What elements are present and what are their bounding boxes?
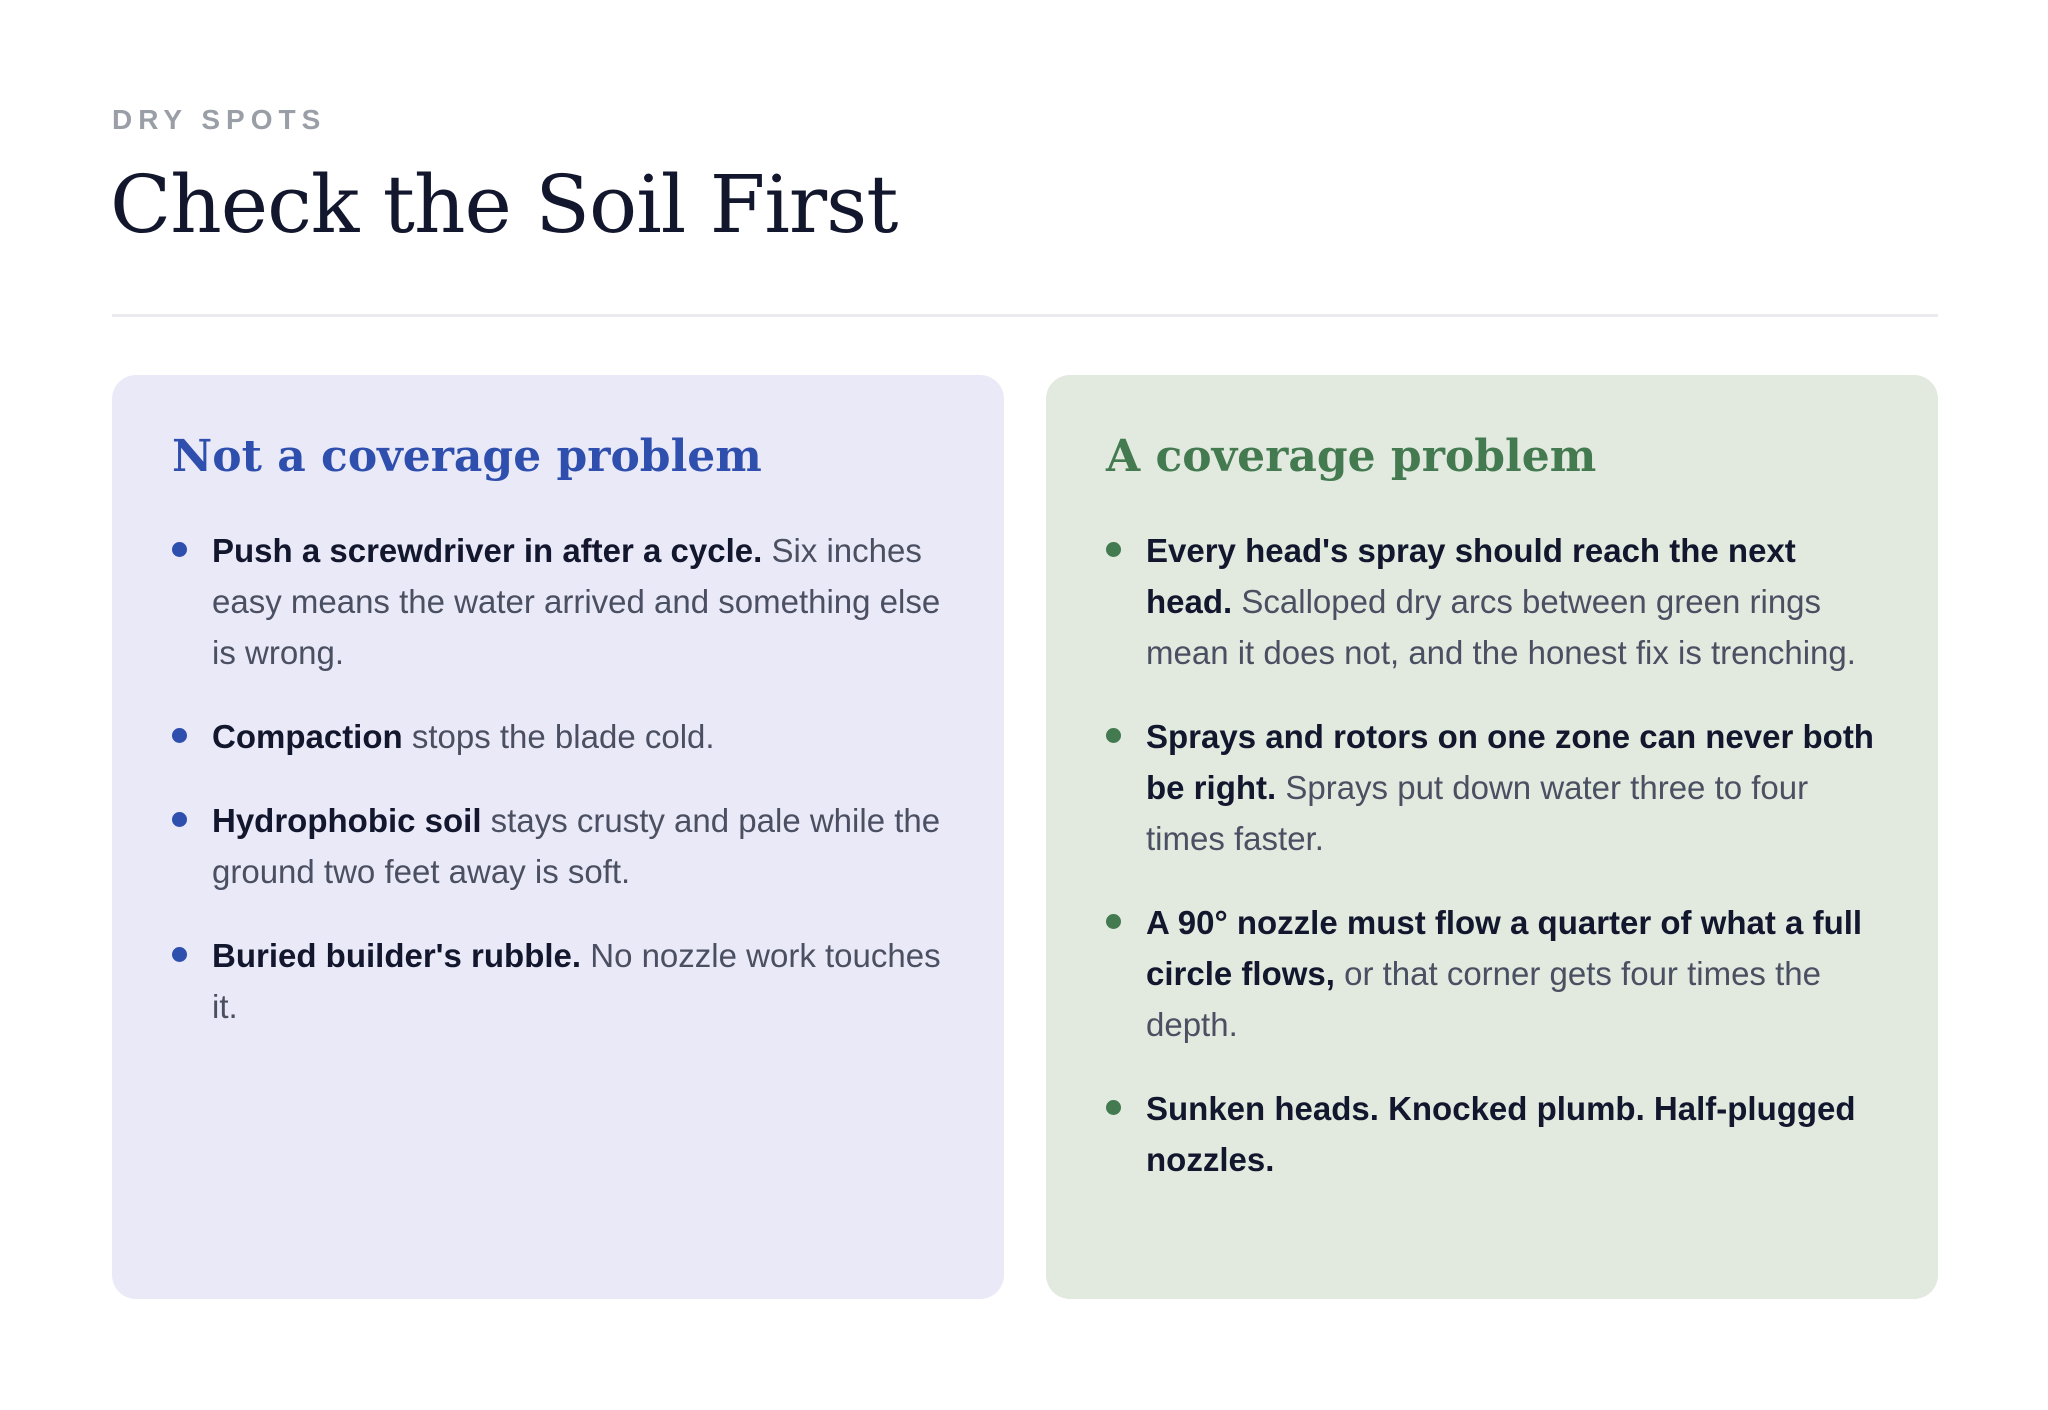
coverage-card (1046, 375, 1938, 1299)
not-coverage-card (112, 375, 1004, 1299)
item-text: stays crusty and pale while the ground two feet away is soft. (212, 802, 941, 890)
list-item (1106, 1083, 1880, 1185)
bullet-dot-icon (1106, 542, 1121, 557)
item-bold: Hydrophobic soil (212, 802, 482, 839)
item-bold: Buried builder's rubble. (212, 937, 582, 974)
bullet-list (172, 525, 946, 1032)
item-bold: Every head's spray should reach the next head. (1146, 532, 1796, 620)
item-bold: Compaction (212, 718, 403, 755)
card-heading: Not a coverage problem (172, 431, 762, 482)
item-text: No nozzle work touches it. (212, 937, 941, 1025)
list-item (172, 711, 946, 762)
bullet-dot-icon (172, 947, 187, 962)
bullet-list (1106, 525, 1880, 1185)
bullet-dot-icon (172, 812, 187, 827)
bullet-dot-icon (172, 728, 187, 743)
list-item (172, 930, 946, 1032)
list-item (172, 795, 946, 897)
item-bold: A 90° nozzle must flow a quarter of what a full circle flows, (1146, 904, 1863, 992)
item-text: stops the blade cold. (402, 718, 715, 755)
item-bold: Sunken heads. Knocked plumb. Half-plugged nozzles. (1146, 1090, 1856, 1178)
item-text: or that corner gets four times the depth. (1146, 955, 1821, 1043)
item-bold: Sprays and rotors on one zone can never both be right. (1146, 718, 1874, 806)
item-text: Scalloped dry arcs between green rings mean it does not, and the honest fix is trenching. (1146, 583, 1856, 671)
list-item (1106, 897, 1880, 1050)
card-heading: A coverage problem (1106, 431, 1597, 482)
bullet-dot-icon (1106, 1100, 1121, 1115)
bullet-dot-icon (1106, 914, 1121, 929)
bullet-dot-icon (172, 542, 187, 557)
page-title: Check the Soil First (110, 158, 898, 251)
bullet-dot-icon (1106, 728, 1121, 743)
list-item (172, 525, 946, 678)
list-item (1106, 711, 1880, 864)
item-text: Sprays put down water three to four times faster. (1146, 769, 1809, 857)
item-text: Six inches easy means the water arrived and something else is wrong. (212, 532, 941, 671)
list-item (1106, 525, 1880, 678)
item-bold: Push a screwdriver in after a cycle. (212, 532, 763, 569)
divider (112, 314, 1938, 317)
section-eyebrow: DRY SPOTS (112, 104, 327, 135)
